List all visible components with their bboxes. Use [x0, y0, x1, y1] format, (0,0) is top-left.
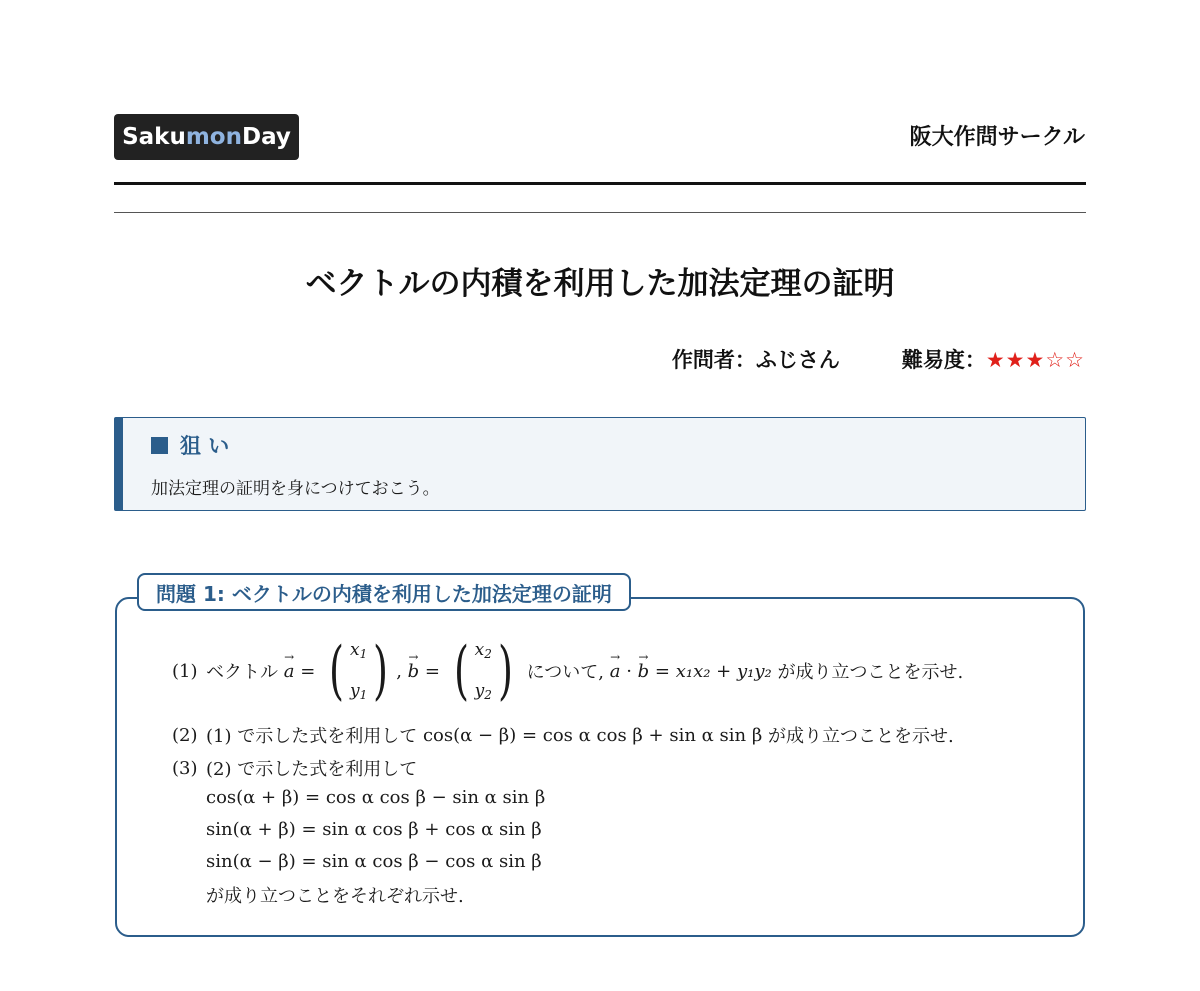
question-1: (1) ベクトル → a = ( $x_1$ $y_1$ ) , → b = ( $x_2$ $y_2$ ) について, → a · → b = x₁x₂ + y₁y₂ が成り立つことを示せ. — [172, 636, 963, 706]
vector-b-dot: → b — [638, 661, 650, 682]
aim-heading-text: 狙 い — [180, 434, 230, 458]
question-1-lead: ベクトル — [206, 662, 278, 683]
header-rule-thin — [114, 212, 1086, 213]
question-2-formula: cos(α − β) = cos α cos β + sin α sin β — [422, 724, 763, 746]
question-1-middle: について, — [526, 662, 604, 683]
b-bottom: y — [474, 681, 485, 701]
difficulty-stars: ★★★☆☆ — [985, 348, 1085, 372]
meta-info — [672, 344, 1085, 374]
logo-text-day: Day — [242, 124, 291, 150]
organization-name: 阪大作問サークル — [909, 125, 1085, 150]
vector-a: → a — [284, 661, 295, 682]
question-2-number: (2) — [172, 724, 198, 746]
question-2-lead: (1) で示した式を利用して — [206, 726, 418, 747]
difficulty-label: 難易度： — [901, 348, 986, 372]
question-3-equation-3: sin(α − β) = sin α cos β − cos α sin β — [206, 851, 542, 872]
question-2-tail: が成り立つことを示せ. — [767, 726, 954, 747]
question-1-number: (1) — [172, 660, 198, 682]
question-3-tail: が成り立つことをそれぞれ示せ. — [206, 886, 464, 907]
b-bottom-sub: 2 — [484, 688, 492, 702]
b-top: x — [474, 640, 485, 660]
b-top-sub: 2 — [484, 647, 492, 661]
author: 作問者：ふじさん — [671, 348, 840, 372]
aim-box — [114, 417, 1086, 511]
vector-b-matrix: ( $x_2$ $y_2$ ) — [453, 634, 513, 708]
a-bottom-sub: 1 — [359, 688, 368, 702]
vector-b: → b — [408, 661, 420, 682]
question-3-equation-2: sin(α + β) = sin α cos β + cos α sin β — [206, 819, 542, 840]
problem-tag: 問題 1: ベクトルの内積を利用した加法定理の証明 — [137, 573, 631, 611]
a-bottom: y — [349, 681, 360, 701]
question-3 — [172, 755, 417, 781]
square-icon — [151, 437, 168, 454]
a-top-sub: 1 — [359, 647, 368, 661]
aim-heading — [151, 430, 229, 460]
question-3-number: (3) — [172, 757, 198, 779]
logo-text-saku: Saku — [122, 124, 186, 150]
difficulty — [902, 344, 1085, 374]
question-1-formula: = x₁x₂ + y₁y₂ — [654, 660, 772, 682]
logo — [114, 114, 299, 160]
page-title: ベクトルの内積を利用した加法定理の証明 — [305, 266, 895, 302]
question-3-lead: (2) で示した式を利用して — [206, 759, 418, 780]
a-top: x — [349, 640, 360, 660]
question-2 — [172, 722, 954, 748]
logo-text-mon: mon — [185, 124, 242, 150]
question-3-equation-1: cos(α + β) = cos α cos β − sin α sin β — [206, 787, 546, 808]
header-rule-thick — [114, 182, 1086, 185]
vector-a-dot: → a — [610, 661, 621, 682]
question-1-tail: が成り立つことを示せ. — [777, 662, 964, 683]
aim-text: 加法定理の証明を身につけておこう。 — [151, 479, 440, 499]
vector-a-matrix: ( $x_1$ $y_1$ ) — [328, 634, 389, 708]
